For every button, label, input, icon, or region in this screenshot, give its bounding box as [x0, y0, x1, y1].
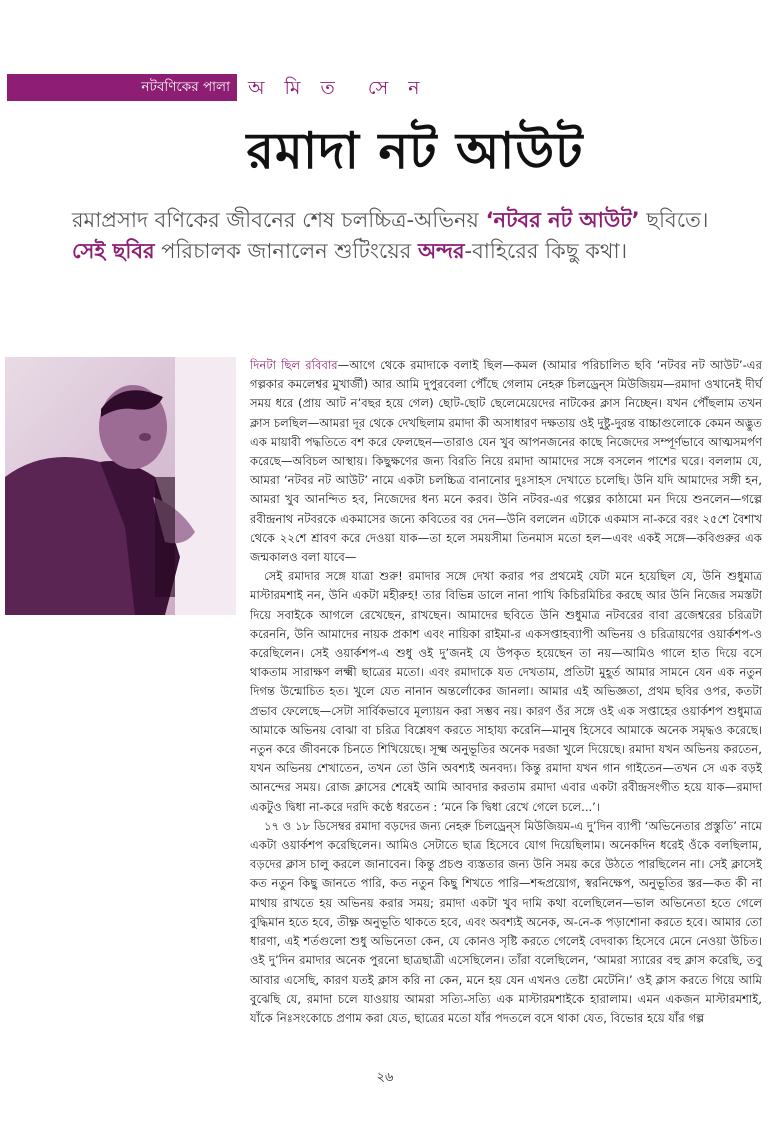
intro-text-1: রমাপ্রসাদ বণিকের জীবনের শেষ চলচ্চিত্র-অভিনয় — [72, 208, 486, 232]
author-name — [248, 73, 427, 103]
paragraph-3: ১৭ ও ১৮ ডিসেম্বর রমাদা বড়দের জন্য নেহরু চিলড্রেন্‌স মিউজিয়ম-এ দু’দিন ব্যাপী ‘অভিনেতার প্রস্তুতি’ নামে একটা ওয়ার্কশপ করেছিলেন। আমিও সেটাতে ছাত্র হিসেবে যোগ দিয়েছিলাম। অনেকদিন ধরেই ওঁকে বলছিলাম, বড়দের ক্লাস চালু করলে জানাবেন। কিন্তু প্রচণ্ড ব্যস্ততার জন্য উনি সময় করে উঠতে পারছিলেন না। সেই ক্লাসেই কত নতুন কিছু জানতে পারি, কত নতুন কিছু শিখতে পারি—শব্দপ্রয়োগ, স্বরনিক্ষেপ, অনুভূতির স্তর—কত কী না মাথায় রাখতে হয় অভিনয় করার সময়; রমাদা একটা খুব দামি কথা বলেছিলেন—ভাল অভিনেতা হতে গেলে বুদ্ধিমান হতে হবে, তীক্ষ্ণ অনুভূতি থাকতে হবে, এবং অবশ্যই অনেক, অ-নে-ক পড়াশোনা করতে হবে। আমার তো ধারণা, এই শর্তগুলো শুধু অভিনেতা কেন, যে কোনও সৃষ্টি করতে গেলেই বেদবাক্য হিসেবে মেনে নেওয়া উচিত। ওই দু’দিন রমাদার অনেক পুরনো ছাত্রছাত্রী এসেছিলেন। তাঁরা বলেছিলেন, ‘আমরা স্যারের বহু ক্লাস করেছি, তবু আবার এসেছি, কারণ যতই ক্লাস করি না কেন, মনে হয় যেন এখনও তেষ্টা মেটেনি।’ ওই ক্লাস করতে গিয়ে আমি বুঝেছি যে, রমাদা চলে যাওয়ায় আমরা সত্যি-সত্যি এক মাস্টারমশাইকে হারালাম। এমন একজন মাস্টারমশাই, যাঁকে নিঃসংকোচে প্রণাম করা যেত, ছাত্রের মতো যাঁর পদতলে বসে থাকা যেত, বিভোর হয়ে যাঁর গল্প — [250, 818, 762, 1025]
intro-text-3: পরিচালক জানালেন শুটিংয়ের — [154, 239, 418, 263]
paragraph-1-text: —আগে থেকে রমাদাকে বলাই ছিল—কমল (আমার পরিচালিত ছবি ‘নটবর নট আউট’-এর গল্পকার কমলেশ্বর মুখার্জী) আর আমি দুপুরবেলা পৌঁছে গেলাম নেহরু চিলড্রেন্‌স মিউজিয়ম—রমাদা ওখানেই দীর্ঘ সময় ধরে (প্রায় আট ন’বছর হয়ে গেল) ছোট-ছোট ছেলেমেয়েদের নাটকের ক্লাস নিচ্ছেন। যখন পৌঁছলাম তখন ক্লাস চলছিল—আমরা দূর থেকে দেখছিলাম রমাদা কী অসাধারণ দক্ষতায় ওই দুষ্টু-দুরন্ত বাচ্চাগুলোকে কেমন অদ্ভুত এক মায়াবী পদ্ধতিতে বশ করে ফেলছেন—তারাও যেন খুব আপনজনের কাছে নিজেদের সম্পূর্ণভাবে আত্মসমর্পণ করেছে—অবিচল আস্থায়। কিছুক্ষণের জন্য বিরতি নিয়ে রমাদা আমাদের সঙ্গে বসলেন পাশের ঘরে। বললাম যে, আমরা ‘নটবর নট আউট’ নামে একটা চলচ্চিত্র বানানোর দুঃসাহস দেখাতে চলেছি। উনি যদি আমাদের সঙ্গী হন, আমরা খুব আনন্দিত হব, নিজেদের ধন্য মনে করব। উনি নটবর-এর গল্পের কাঠামো মন দিয়ে শুনলেন—গল্পে রবীন্দ্রনাথ নটবরকে একমাসের জন্যে কবিতের বর দেন—উনি বললেন এটাকে একমাস না-করে বরং ২৫শে বৈশাখ থেকে ২২শে শ্রাবণ করে দেওয়া যাক—তা হলে সময়সীমা তিনমাস মতো হল—এবং একই সঙ্গে—কবিগুরুর এক জন্মকালও বলা যাবে— — [250, 358, 762, 565]
intro-text-4: -বাহিরের কিছু কথা। — [464, 239, 628, 263]
author-last-name: সে ন — [367, 77, 427, 99]
article-title: রমাদা নট আউট — [246, 122, 584, 180]
intro-highlight-film-2: আউট’ — [572, 208, 640, 232]
article-body — [250, 356, 762, 1028]
intro-highlight-inner: অন্দর — [417, 239, 465, 263]
portrait-photo-icon — [5, 357, 236, 615]
portrait-photo — [5, 357, 236, 615]
intro-text-2: ছবিতে। — [639, 208, 709, 232]
page-number: ২৬ — [376, 1070, 394, 1085]
intro-standfirst — [72, 205, 732, 267]
section-label: নটবণিকের পালা — [7, 74, 237, 101]
author-first-name: অ মি ত — [248, 77, 342, 99]
intro-highlight-director: সেই ছবির — [72, 239, 155, 263]
paragraph-2: সেই রমাদার সঙ্গে যাত্রা শুরু! রমাদার সঙ্গে দেখা করার পর প্রথমেই যেটা মনে হয়েছিল যে, উনি শুধুমাত্র মাস্টারমশাই নন, উনি একটা মহীরুহ! তার বিভিন্ন ডালে নানা পাখি কিচিরমিচির করছে আর উনি নিজের সমস্তটা দিয়ে সবাইকে আগলে রেখেছেন, রাখছেন। আমাদের ছবিতে উনি শুধুমাত্র নটবরের বাবা ব্রজেশ্বরের চরিত্রটা করেননি, উনি আমাদের নায়ক প্রকাশ এবং নায়িকা রাইমা-র একসপ্তাহব্যাপী অভিনয় ও চরিত্রায়ণের ওয়ার্কশপ-ও করেছিলেন। সেই ওয়ার্কশপ-এ শুধু ওই দু’জনই যে উপকৃত হয়েছেন তা নয়—আমিও গালে হাত দিয়ে বসে থাকতাম সারাক্ষণ লক্ষ্মী ছাত্রের মতো। এবং রমাদাকে যত দেখতাম, প্রতিটা মুহূর্ত আমার সামনে যেন এক নতুন দিগন্ত উন্মোচিত হত। খুলে যেত নানান অন্তর্লোকের জানলা। আমার এই অভিজ্ঞতা, প্রথম ছবির ওপর, কতটা প্রভাব ফেলেছে—সেটা সার্বিকভাবে মূল্যায়ন করা সম্ভব নয়। কারণ ওঁর সঙ্গে ওই এক সপ্তাহের ওয়ার্কশপ শুধুমাত্র আমাকে অভিনয় বোঝা বা চরিত্র বিশ্লেষণ করতে সাহায্য করেনি—মানুষ হিসেবে আমাকে অনেক সমৃদ্ধও করেছে। নতুন করে জীবনকে চিনতে শিখিয়েছে। সূক্ষ্ম অনুভূতির অনেক দরজা খুলে দিয়েছে। রমাদা যখন অভিনয় করতেন, যখন অভিনয় শেখাতেন, তখন তো উনি অবশ্যই অনবদ্য। কিন্তু রমাদা যখন গান গাইতেন—তখন সে এক বড়ই আনন্দের সময়। রোজ ক্লাসের শেষেই আমি আবদার করতাম রমাদা এবার একটা রবীন্দ্রসংগীত হয়ে যাক—রমাদা একটুও দ্বিধা না-করে দরদি কণ্ঠে ধরতেন : ‘মনে কি দ্বিধা রেখে গেলে চলে...’। — [250, 569, 762, 814]
paragraph-1 — [250, 356, 762, 567]
lead-in: দিনটা ছিল রবিবার — [250, 358, 338, 372]
intro-highlight-film: ‘নটবর নট — [485, 208, 573, 232]
